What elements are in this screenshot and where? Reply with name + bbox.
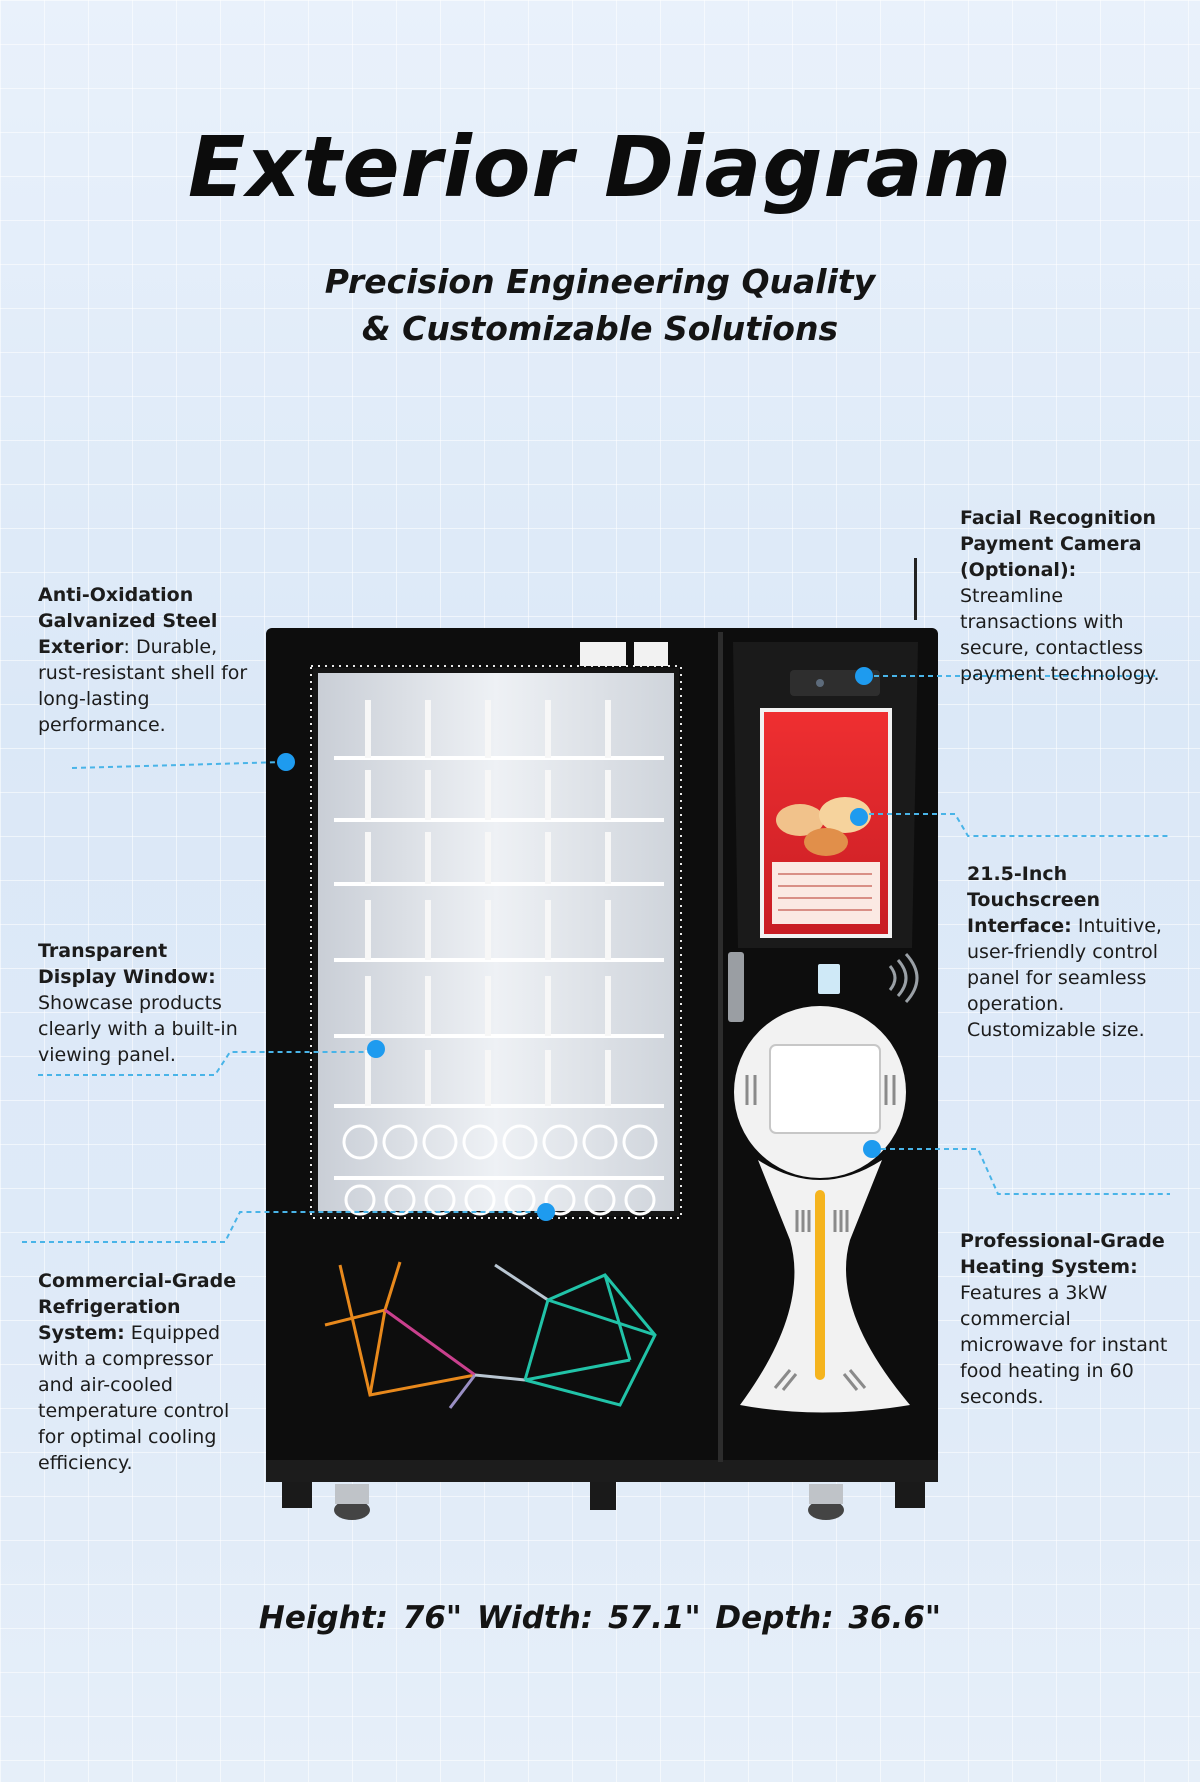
brand-logo-secondary	[634, 642, 668, 666]
display-window	[311, 666, 681, 1218]
callout-exterior	[38, 582, 253, 738]
dimensions-text: Height: 76" Width: 57.1" Depth: 36.6"	[258, 1600, 942, 1636]
brand-logo	[580, 642, 626, 666]
callout-camera-title: Facial Recognition Payment Camera (Optional):	[960, 507, 1157, 581]
page-title: Exterior Diagram	[187, 118, 1013, 216]
machine-feet	[282, 1478, 925, 1520]
camera-lens-icon	[816, 679, 824, 687]
callout-heating-title: Professional-Grade Heating System:	[960, 1230, 1165, 1278]
callout-window	[38, 938, 248, 1068]
callout-exterior-text: : Durable, rust-resistant shell for long-lasting performance.	[38, 636, 248, 736]
callout-exterior-title: Anti-Oxidation Galvanized Steel Exterior	[38, 584, 218, 658]
touchscreen-unit	[733, 642, 918, 948]
callout-camera-text: Streamline transactions with secure, contactless payment technology.	[960, 585, 1160, 685]
callout-touchscreen-text: Intuitive, user-friendly control panel for seamless operation. Customizable size.	[967, 915, 1162, 1041]
callout-refrigeration-text: Equipped with a compressor and air-cooled temperature control for optimal cooling efficiency.	[38, 1322, 230, 1474]
subtitle-line-2: & Customizable Solutions	[361, 309, 839, 348]
camera-housing	[790, 670, 880, 696]
heater-bar	[815, 1190, 825, 1380]
callout-refrigeration	[38, 1268, 250, 1476]
callout-camera	[960, 505, 1170, 687]
callout-window-title: Transparent Display Window:	[38, 940, 216, 988]
antenna	[914, 558, 917, 620]
callout-heating-text: Features a 3kW commercial microwave for instant food heating in 60 seconds.	[960, 1282, 1168, 1408]
card-reader	[818, 964, 840, 994]
callout-touchscreen	[967, 861, 1182, 1043]
subtitle-line-1: Precision Engineering Quality	[324, 262, 876, 301]
callout-heating	[960, 1228, 1180, 1410]
callout-touchscreen-title: 21.5-Inch Touchscreen Interface:	[967, 863, 1101, 937]
door-handle	[728, 952, 744, 1022]
callout-refrigeration-title: Commercial-Grade Refrigeration System:	[38, 1270, 237, 1344]
callout-window-text: Showcase products clearly with a built-in viewing panel.	[38, 992, 238, 1066]
